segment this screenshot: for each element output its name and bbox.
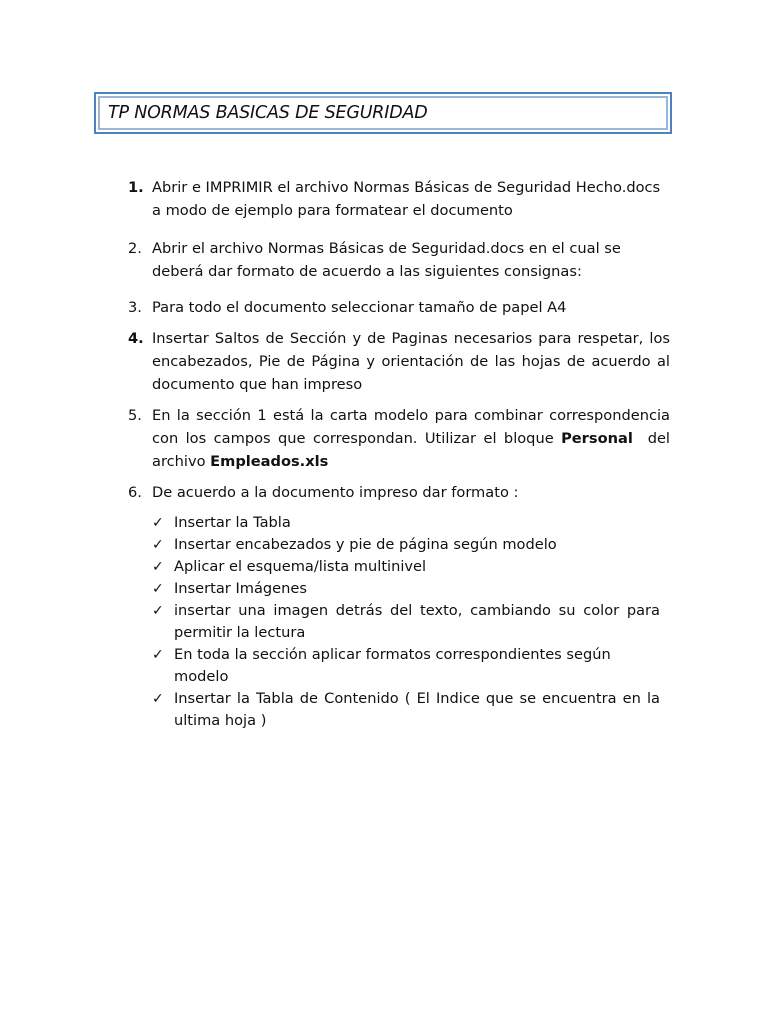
bold-term-empleados: Empleados.xls <box>210 453 329 470</box>
checkmark-icon: ✓ <box>152 537 164 553</box>
check-text: Insertar la Tabla <box>174 514 291 531</box>
check-item <box>152 688 660 732</box>
item-text-part: del archivo <box>152 430 675 470</box>
bold-term-personal: Personal <box>561 430 633 447</box>
check-text: Aplicar el esquema/lista multinivel <box>174 558 427 575</box>
check-text: Insertar Imágenes <box>174 580 307 597</box>
check-text: Insertar encabezados y pie de página según modelo <box>174 536 557 553</box>
item-text: Abrir el archivo Normas Básicas de Seguridad.docs en el cual se deberá dar formato de acuerdo a las siguientes consignas: <box>152 240 621 280</box>
item-number: 6. <box>128 484 142 501</box>
list-item-6 <box>100 481 670 504</box>
list-item-3 <box>100 296 670 319</box>
checklist <box>152 512 660 732</box>
item-text: Insertar Saltos de Sección y de Paginas necesarios para respetar, los encabezados, Pie de Página y orientación de las hojas de acuerdo al documento que han impreso <box>152 330 670 393</box>
list-item-1 <box>100 176 670 222</box>
checkmark-icon: ✓ <box>152 691 164 707</box>
item-text <box>152 404 675 473</box>
check-item <box>152 512 660 534</box>
checkmark-icon: ✓ <box>152 515 164 531</box>
item-text: Abrir e IMPRIMIR el archivo Normas Básicas de Seguridad Hecho.docs a modo de ejemplo para formatear el documento <box>152 179 661 219</box>
item-number: 2. <box>128 240 142 257</box>
item-number: 3. <box>128 299 142 316</box>
checkmark-icon: ✓ <box>152 647 164 663</box>
check-item <box>152 644 660 688</box>
check-item <box>152 534 660 556</box>
item-text: De acuerdo a la documento impreso dar formato : <box>152 484 519 501</box>
numbered-list <box>100 176 675 504</box>
check-item <box>152 600 660 644</box>
check-item <box>152 578 660 600</box>
item-text-part: En la sección 1 está la carta modelo para combinar correspondencia con los campos que correspondan. Utilizar el bloque <box>152 407 670 447</box>
title-box <box>94 92 672 134</box>
item-text: Para todo el documento seleccionar tamaño de papel A4 <box>152 299 567 316</box>
check-item <box>152 556 660 578</box>
list-item-2 <box>100 237 670 283</box>
page-title: TP NORMAS BASICAS DE SEGURIDAD <box>108 103 428 123</box>
checkmark-icon: ✓ <box>152 603 164 619</box>
checkmark-icon: ✓ <box>152 581 164 597</box>
list-item-4 <box>100 327 670 396</box>
item-number: 4. <box>128 330 144 347</box>
list-item-5 <box>100 404 675 473</box>
item-number: 5. <box>128 407 142 424</box>
item-number: 1. <box>128 179 144 196</box>
checkmark-icon: ✓ <box>152 559 164 575</box>
check-text: insertar una imagen detrás del texto, cambiando su color para permitir la lectura <box>174 602 660 641</box>
check-text: En toda la sección aplicar formatos correspondientes según modelo <box>174 646 611 685</box>
check-text: Insertar la Tabla de Contenido ( El Indice que se encuentra en la ultima hoja ) <box>174 690 660 729</box>
